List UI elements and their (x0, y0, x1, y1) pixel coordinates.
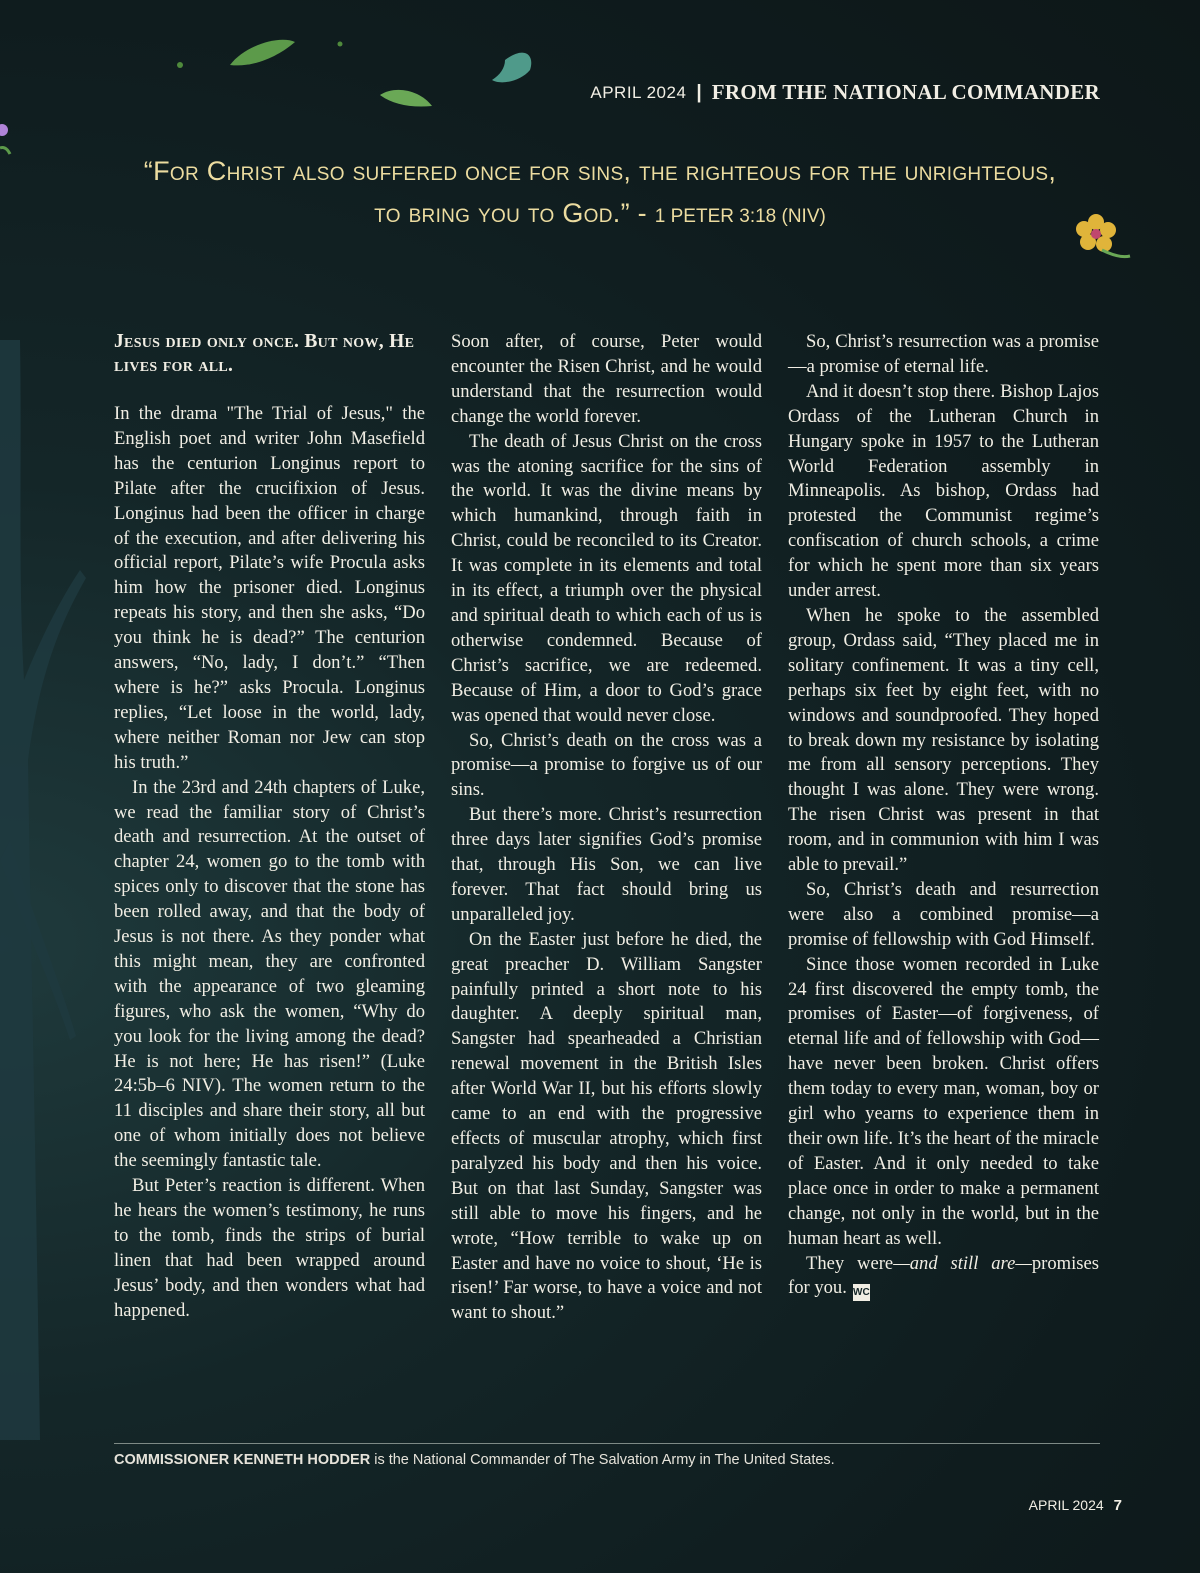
quote-text: “For Christ also suffered once for sins, the righteous for the unrighteous, to bring you to God.” (143, 156, 1057, 228)
article-column-3 (788, 330, 1099, 1326)
paragraph: Since those women recorded in Luke 24 first discovered the empty tomb, the promises of Easter—of forgiveness, of eternal life and of fellowship with God—have never been broken. Christ offers them today to every man, woman, boy or girl who yearns to experience them in their own life. It’s the heart of the miracle of Easter. And it only needed to take place once in order to make a permanent change, not only in the world, but in the human heart as well. (788, 953, 1099, 1249)
paragraph: When he spoke to the assembled group, Ordass said, “They placed me in solitary confinement. It was a tiny cell, perhaps six feet by eight feet, with no windows and soundproofed. They hoped to break down my resistance by isolating me from all sensory perceptions. They thought I was alone. They were wrong. The risen Christ was present in that room, and in communion with him I was able to prevail.” (788, 604, 1099, 876)
quote-dash: - (629, 198, 655, 228)
paragraph: On the Easter just before he died, the great preacher D. William Sangster painfully printed a short note to his daughter. A deeply spiritual man, Sangster had spearheaded a Christian renewal movement in the British Isles after World War II, but his efforts slowly came to an end with the progressive effects of muscular atrophy, which first paralyzed his body and then his voice. But on that last Sunday, Sangster was still able to move his fingers, and he wrote, “How terrible to wake up on Easter and have no voice to shout, ‘He is risen!’ Far worse, to have a voice and not want to shout.” (451, 928, 762, 1324)
header-separator: | (696, 81, 702, 103)
paragraph: So, Christ’s resurrection was a promise—a promise of eternal life. (788, 331, 1099, 377)
page-number: 7 (1113, 1497, 1122, 1514)
author-description: is the National Commander of The Salvation Army in The United States. (370, 1452, 835, 1468)
article-column-2 (451, 330, 762, 1326)
paragraph: Soon after, of course, Peter would encounter the Risen Christ, and he would understand that the resurrection would change the world forever. (451, 331, 762, 427)
author-name: COMMISSIONER KENNETH HODDER (114, 1452, 371, 1468)
scripture-quote (140, 150, 1060, 238)
flower-illustration (1072, 210, 1132, 270)
paragraph: In the 23rd and 24th chapters of Luke, we read the familiar story of Christ’s death and resurrection. At the outset of chapter 24, women go to the tomb with spices only to discover that the stone has been rolled away, and that the body of Jesus is not there. As they ponder what this might mean, they are confronted with the appearance of two gleaming figures, who ask the women, “Why do you look for the living among the dead? He is not here; He has risen!” (Luke 24:5b–6 NIV). The women return to the 11 disciples and share their story, all but one of whom initially does not believe the seemingly fantastic tale. (114, 776, 425, 1172)
header-date: APRIL 2024 (590, 82, 687, 102)
paragraph: In the drama "The Trial of Jesus," the English poet and writer John Masefield has the centurion Longinus report to Pilate after the crucifixion of Jesus. Longinus had been the officer in charge of the execution, and after delivering his official report, Pilate’s wife Procula asks him how the prisoner died. Longinus repeats his story, and then she asks, “Do you think he is dead?” The centurion answers, “No, lady, I don’t.” “Then where is he?” asks Procula. Longinus replies, “Let loose in the world, lady, where neither Roman nor Jew can stop his truth.” (114, 403, 425, 773)
article-column-1 (114, 330, 425, 1326)
article-body (114, 330, 1100, 1326)
divider (114, 1443, 1100, 1444)
end-mark-icon: WC (853, 1284, 870, 1301)
author-bio (114, 1452, 835, 1468)
paragraph: But there’s more. Christ’s resurrection three days later signifies God’s promise that, through His Son, we can live forever. That fact should bring us unparalleled joy. (451, 804, 762, 925)
page-footer (1029, 1497, 1122, 1514)
paragraph: And it doesn’t stop there. Bishop Lajos Ordass of the Lutheran Church in Hungary spoke in 1957 to the Lutheran World Federation assembly in Minneapolis. As bishop, Ordass had protested the Communist regime’s confiscation of church schools, a crime for which he spent more than six years under arrest. (788, 380, 1099, 602)
closing-after: promises for you. (788, 1252, 1099, 1299)
closing-emphasis: —and still are— (893, 1252, 1032, 1274)
paragraph: But Peter’s reaction is different. When he hears the women’s testimony, he runs to the tomb, finds the strips of burial linen that had been wrapped around Jesus’ body, and then wonders what had happened. (114, 1175, 425, 1321)
page-header (590, 80, 1100, 105)
footer-date: APRIL 2024 (1028, 1497, 1104, 1513)
paragraph: So, Christ’s death and resurrection were also a combined promise—a promise of fellowship with God Himself. (788, 878, 1099, 950)
closing-before: They were (806, 1252, 894, 1274)
paragraph: The death of Jesus Christ on the cross was the atoning sacrifice for the sins of the world. It was the divine means by which humankind, through faith in Christ, could be reconciled to its Creator. It was complete in its elements and total in its effect, a triumph over the physical and spiritual death to which each of us is otherwise condemned. Because of Christ’s sacrifice, we are redeemed. Because of Him, a door to God’s grace was opened that would never close. (451, 430, 762, 726)
article-lead: Jesus died only once. But now, He lives for all. (114, 331, 415, 376)
side-flower-illustration (0, 118, 14, 158)
closing-paragraph (788, 1252, 1099, 1302)
tree-illustration (0, 340, 90, 1440)
paragraph: So, Christ’s death on the cross was a promise—a promise to forgive us of our sins. (451, 729, 762, 801)
leaves-illustration (170, 30, 550, 120)
section-title: FROM THE NATIONAL COMMANDER (711, 80, 1100, 104)
quote-reference: 1 PETER 3:18 (NIV) (654, 206, 826, 227)
